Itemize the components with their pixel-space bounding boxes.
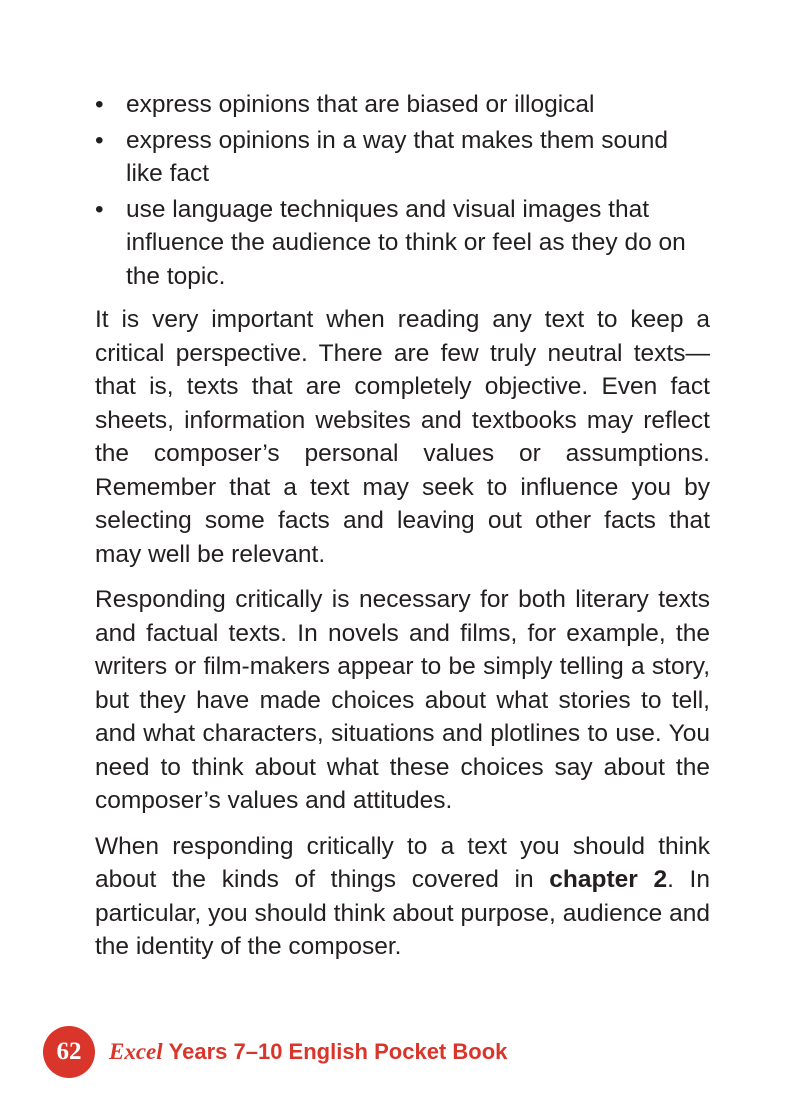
bullet-icon: •: [95, 195, 104, 223]
paragraph-chapter-reference: [95, 830, 710, 964]
paragraph-text-start: When responding critically to a text you should think about the kinds of things covered in: [95, 832, 710, 893]
book-title-text: Years 7–10 English Pocket Book: [168, 1039, 508, 1064]
page-body: [95, 88, 710, 976]
book-title: [109, 1039, 507, 1065]
page-number: 62: [56, 1038, 82, 1065]
bullet-icon: •: [95, 91, 104, 118]
list-item: [95, 193, 710, 294]
list-item-text: use language techniques and visual images that influence the audience to think or feel as they do on the topic.: [126, 195, 686, 290]
list-item-text: express opinions that are biased or illogical: [126, 91, 595, 118]
chapter-reference: chapter 2: [549, 866, 668, 893]
paragraph-text-end: . In particular, you should think about purpose, audience and the identity of the composer.: [95, 866, 710, 960]
bullet-icon: •: [95, 126, 104, 154]
paragraph-critical-perspective: It is very important when reading any text to keep a critical perspective. There are few truly neutral texts—that is, texts that are completely objective. Even fact sheets, information websites and textbooks may reflect the composer’s personal values or assumptions. Remember that a text may seek to influence you by selecting some facts and leaving out other facts that may well be relevant.: [95, 306, 710, 568]
page-footer: [43, 1025, 507, 1079]
list-item: [95, 124, 710, 191]
page-number-badge: [43, 1026, 95, 1078]
list-item: [95, 88, 710, 122]
paragraph-responding-critically: Responding critically is necessary for both literary texts and factual texts. In novels and films, for example, the writers or film-makers appear to be simply telling a story, but they have made choices about what stories to tell, and what characters, situations and plotlines to use. You need to think about what these choices say about the composer’s values and attitudes.: [95, 586, 710, 814]
brand-logo: Excel: [109, 1039, 163, 1064]
bullet-list: [95, 88, 710, 293]
list-item-text: express opinions in a way that makes them sound like fact: [126, 126, 669, 187]
